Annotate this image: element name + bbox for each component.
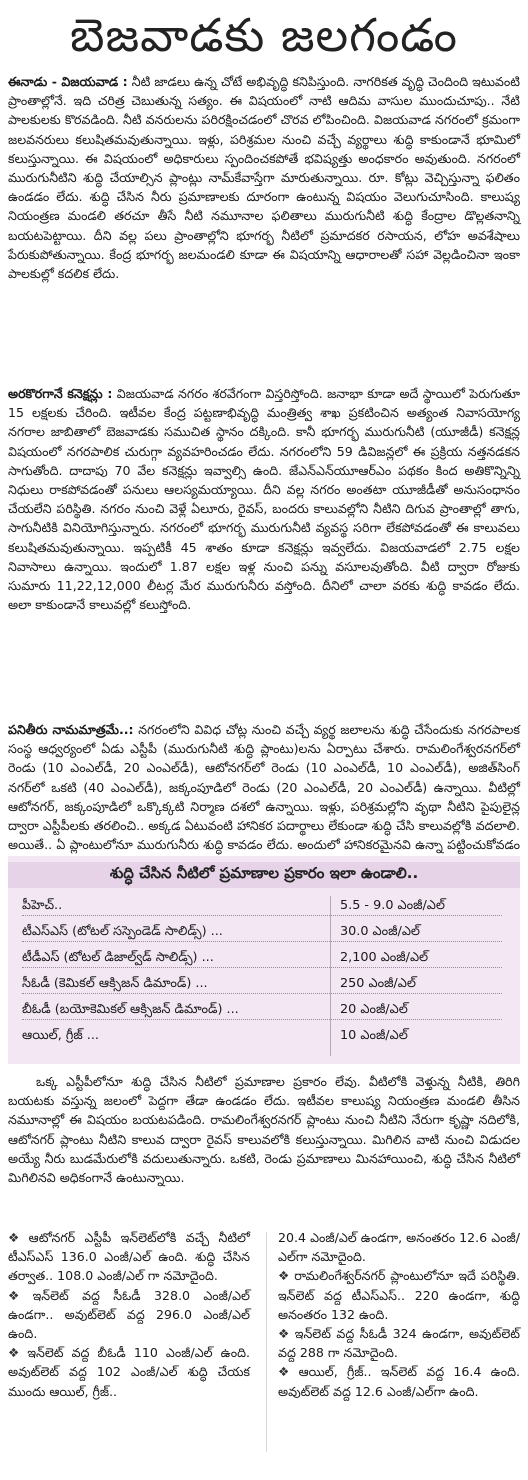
list-item-text: ఆయిల్, గ్రీజ్.. ఇన్‌లెట్ వద్ద 16.4 ఉంది. అవుట్‌లెట్ వద్ద 12.6 ఎంజీ/ఎల్‌గా ఉంది. [278,1364,520,1399]
list-item [8,1286,250,1344]
paragraph-text: విజయవాడ నగరం శరవేగంగా విస్తరిస్తోంది. జనాభా కూడా అదే స్థాయిలో పెరుగుతూ 15 లక్షలకు చేరింది. ఇటీవల కేంద్ర పట్టణాభివృద్ధి మంత్రిత్వ శాఖ ప్రకటించిన అత్యంత నివాసయోగ్య నగరాల జాబితాలో బెజవాడకు సముచిత స్థానం దక్కింది. కానీ భూగర్భ మురుగునీటి (యూజీడీ) కనెక్షన్ల విషయంలో నగరపాలిక చురుగ్గా వ్యవహరించడం లేదు. నగరంలోని 59 డివిజన్లలో ఈ ప్రక్రియ నత్తనడకన సాగుతోంది. దాదాపు 70 వేల కనెక్షన్లు ఇవ్వాల్సి ఉంది. జేఎన్‌ఎన్‌యూఆర్‌ఎం పథకం కింద అతికొన్నిన్ని నిధులు రాకపోవడంతో పనులు ఆలస్యమయ్యాయి. దీని వల్ల నగరం అంతటా యూజీడీతో అనుసంధానం చేయలేని పరిస్థితి. నగరం నుంచి వెళ్లే ఏలూరు, రైవస్, బందరు కాలువల్లోని నీటిని దిగువ ప్రాంతాల్లో తాగు, సాగునీటికి వినియోగిస్తున్నారు. నగరంలో భూగర్భ మురుగునీటి వ్యవస్థ సరిగా లేకపోవడంతో ఈ కాలువలు కలుషితమవుతున్నాయి. ఇప్పటికీ 45 శాతం కూడా కనెక్షన్లు ఇవ్వలేదు. విజయవాడలో 2.75 లక్షల నివాసాలు ఉన్నాయి. ఇందులో 1.87 లక్షల ఇళ్ల నుంచి పన్ను వసూలవుతోంది. వీటి ద్వారా రోజుకు సుమారు 11,22,12,000 లీటర్ల మేర మురుగునీరు వస్తోంది. దీనిలో చాలా వరకు శుద్ధి కావడం లేదు. అలా కాకుండానే కాలువల్లో కలుస్తోంది. [8,386,520,613]
table-row [22,948,502,968]
list-item-text: రామలింగేశ్వర్‌నగర్ ప్లాంటులోనూ ఇదే పరిస్థితి. ఇన్‌లెట్ వద్ద టీఎస్ఎస్.. 220 ఉండగా, శుద్ధి అనంతరం 132 ఉంది. [278,1268,520,1322]
param-value: 250 ఎంజీ/ఎల్ [340,976,416,991]
param-name: సీఓడీ (కెమికల్ ఆక్సిజన్ డిమాండ్) ... [22,976,208,991]
table-row [22,1000,502,1020]
bullet-icon: ❖ [278,1364,295,1380]
param-name: టీఎస్ఎస్ (టోటల్ సస్పెండెడ్ సాలిడ్స్) ... [22,924,223,939]
paragraph-text: నగరంలోని వివిధ చోట్ల నుంచి వచ్చే వ్యర్థ జలాలను శుద్ధి చేసేందుకు నగరపాలక సంస్థ ఆధ్వర్యంలో ఏడు ఎస్టీపీ (మురుగునీటి శుద్ధి ప్లాంటు)లను ఏర్పాటు చేశారు. రామలింగేశ్వరనగర్‌లో రెండు (10 ఎంఎల్‌డీ, 20 ఎంఎల్‌డీ), ఆటోనగర్‌లో రెండు (10 ఎంఎల్‌డీ, 10 ఎంఎల్‌డీ), అజిత్‌సింగ్ నగర్‌లో ఒకటి (40 ఎంఎల్‌డీ), జక్కంపూడిలో రెండు (20 ఎంఎల్‌డీ, 20 ఎంఎల్‌డీ) ఉన్నాయి. వీటిల్లో ఆటోనగర్, జక్కంపూడిలో ఒక్కొక్కటి నిర్మాణ దశలో ఉన్నాయి. ఇళ్లు, పరిశ్రమల్లోని వృథా నీటిని పైపులైన్ల ద్వారా ఎస్టీపీలకు తరలించి.. అక్కడ ఏటువంటి హానికర పదార్థాలు లేకుండా శుద్ధి చేసి కాలువల్లోకి వదలాలి. అయితే.. ఏ ప్లాంటులోనూ మురుగునీరు శుద్ధి కావడం లేదు. అందులో హానికరమైనవి ఉన్నా పట్టించుకోవడం [8,722,521,853]
row-separator [22,941,502,942]
param-value: 2,100 ఎంజీ/ఎల్ [340,950,429,965]
subheading: పనితీరు నామమాత్రమే..: [8,722,134,737]
row-separator [22,1019,502,1020]
table-row [22,1026,502,1046]
list-item-continued: 20.4 ఎంజీ/ఎల్ ఉండగా, అనంతరం 12.6 ఎంజీ/ఎల్‌గా నమోదైంది. [278,1230,520,1265]
table-row [22,922,502,942]
param-value: 20 ఎంజీ/ఎల్ [340,1002,408,1017]
list-item-text: ఆటోనగర్ ఎస్టీపీ ఇన్‌లెట్‌లోకి వచ్చే నీటిలో టీఎస్ఎస్ 136.0 ఎంజీ/ఎల్ ఉంది. శుద్ధి చేసిన తర్వాత.. 108.0 ఎంజీ/ఎల్ గా నమోదైంది. [8,1230,251,1284]
standards-table [8,856,520,1064]
bullet-icon: ❖ [8,1287,29,1303]
paragraph-text: నీటి జాడలు ఉన్న చోటే అభివృద్ధి కనిపిస్తుంది. నాగరికత వృద్ధి చెందింది ఇటువంటి ప్రాంతాల్లోనే. ఇది చరిత్ర చెబుతున్న సత్యం. ఈ విషయంలో నాటి ఆదిమ వాసుల ముందుచూపు.. నేటి పాలకులకు కొరవడింది. నీటి వనరులను పరిరక్షించడంలో చొరవ లోపించింది. విజయవాడ నగరంలో క్రమంగా జలవనరులు కలుషితమవుతున్నాయి. ఇళ్లు, పరిశ్రమల నుంచి వచ్చే వ్యర్థాలు శుద్ధి కాకుండానే భూమిలో కలుస్తున్నాయి. ఈ విషయంలో అధికారులు స్పందించకపోతే భవిష్యత్తు అంధకారం అవుతుంది. నగరంలో మురుగునీటిని శుద్ధి చేయాల్సిన ప్లాంట్లు నామ్‌కేవాస్తేగా మారుతున్నాయి. రూ. కోట్లు వెచ్చిస్తున్నా ఫలితం ఉండడం లేదు. శుద్ధి చేసిన నీరు ప్రమాణాలకు దూరంగా ఉంటున్న విషయం వెలుగుచూసింది. కాలుష్య నియంత్రణ మండలి తరచూ తీసే నీటి నమూనాల ఫలితాలు మురుగునీటి శుద్ధి కేంద్రాల డొల్లతనాన్ని బయటపెట్టాయి. దీని వల్ల పలు ప్రాంతాల్లోని భూగర్భ నీటిలో ప్రమాదకర రసాయన, లోహ అవశేషాలు పేరుకుపోతున్నాయి. కేంద్ర భూగర్భ జలమండలి కూడా ఈ విషయాన్ని ఆధారాలతో సహా వెల్లడించినా ఇంకా పాలకుల్లో కదలిక లేదు. [8,74,520,282]
list-item-text: ఇన్‌లెట్ వద్ద సీఓడీ 324 ఉండగా, అవుట్‌లెట్ వద్ద 288 గా నమోదైంది. [278,1326,520,1361]
table-row [22,896,502,916]
row-separator [22,967,502,968]
column-divider [266,1232,267,1452]
param-name: టీడీఎస్ (టోటల్ డిజాల్వ్‌డ్ సాలిడ్స్) ... [22,950,214,965]
subheading: అరకొరగానే కనెక్షన్లు : [8,386,113,401]
param-value: 5.5 - 9.0 ఎంజీ/ఎల్ [340,898,445,913]
paragraph-intro [8,72,520,283]
bullet-icon: ❖ [8,1345,24,1361]
bullet-icon: ❖ [278,1326,291,1342]
paragraph-samples: ఒక్క ఎస్టీపీలోనూ శుద్ధి చేసిన నీటిలో ప్రమాణాల ప్రకారం లేవు. వీటిలోకి వెళ్తున్న నీటికి, తిరిగి బయటకు వస్తున్న జలంలో పెద్దగా తేడా ఉండడం లేదు. ఇటీవల కాలుష్య నియంత్రణ మండలి తీసిన నమూనాల్లో ఈ విషయం బయటపడింది. రామలింగేశ్వరనగర్ ప్లాంటు నుంచి నీటిని నేరుగా కృష్ణా నదిలోకి, ఆటోనగర్ ప్లాంటు నీటిని కాలువ ద్వారా రైవస్ కాలువలోకి కలుస్తున్నాయి. మిగిలిన వాటి నుంచి విడుదల అయ్యే నీరు బుడమేరులోకి వదులుతున్నారు. ఒకటి, రెండు ప్రమాణాలు మినహాయించి, శుద్ధి చేసిన నీటిలో మిగిలినవి అధికంగానే ఉంటున్నాయి. [8,1074,520,1186]
table-row [22,974,502,994]
dateline: ఈనాడు - విజయవాడ : [8,74,128,89]
param-name: బీఓడీ (బయోకెమికల్ ఆక్సిజన్ డిమాండ్) ... [22,1002,239,1017]
list-item [8,1343,250,1401]
param-value: 10 ఎంజీ/ఎల్ [340,1028,408,1043]
paragraph-connections [8,384,520,614]
row-separator [22,915,502,916]
bullet-icon: ❖ [8,1230,25,1245]
list-item [278,1324,520,1362]
row-separator [22,993,502,994]
list-item-text: ఇన్‌లెట్ వద్ద సీఓడీ 328.0 ఎంజీ/ఎల్ ఉండగా.. అవుట్‌లెట్ వద్ద 296.0 ఎంజీ/ఎల్ ఉంది. [8,1287,250,1342]
param-name: పీహెచ్.. [22,898,63,913]
bullet-column-left [8,1228,250,1401]
param-value: 30.0 ఎంజీ/ఎల్ [340,924,420,939]
param-name: ఆయిల్, గ్రీజ్ ... [22,1028,99,1043]
article-headline: బెజవాడకు జలగండం [70,8,458,62]
list-item [278,1362,520,1400]
list-item [8,1228,250,1286]
list-item-text: ఇన్‌లెట్ వద్ద బీఓడీ 110 ఎంజీ/ఎల్ ఉంది. అవుట్‌లెట్ వద్ద 102 ఎంజీ/ఎల్ శుద్ధి చేయక ముందు ఆయిల్, గ్రీజ్.. [8,1345,250,1399]
bullet-column-right [278,1228,520,1401]
paragraph-performance [8,720,520,874]
standards-table-title: శుద్ధి చేసిన నీటిలో ప్రమాణాల ప్రకారం ఇలా ఉండాలి.. [8,862,520,888]
list-item [278,1266,520,1324]
bullet-icon: ❖ [278,1268,291,1284]
